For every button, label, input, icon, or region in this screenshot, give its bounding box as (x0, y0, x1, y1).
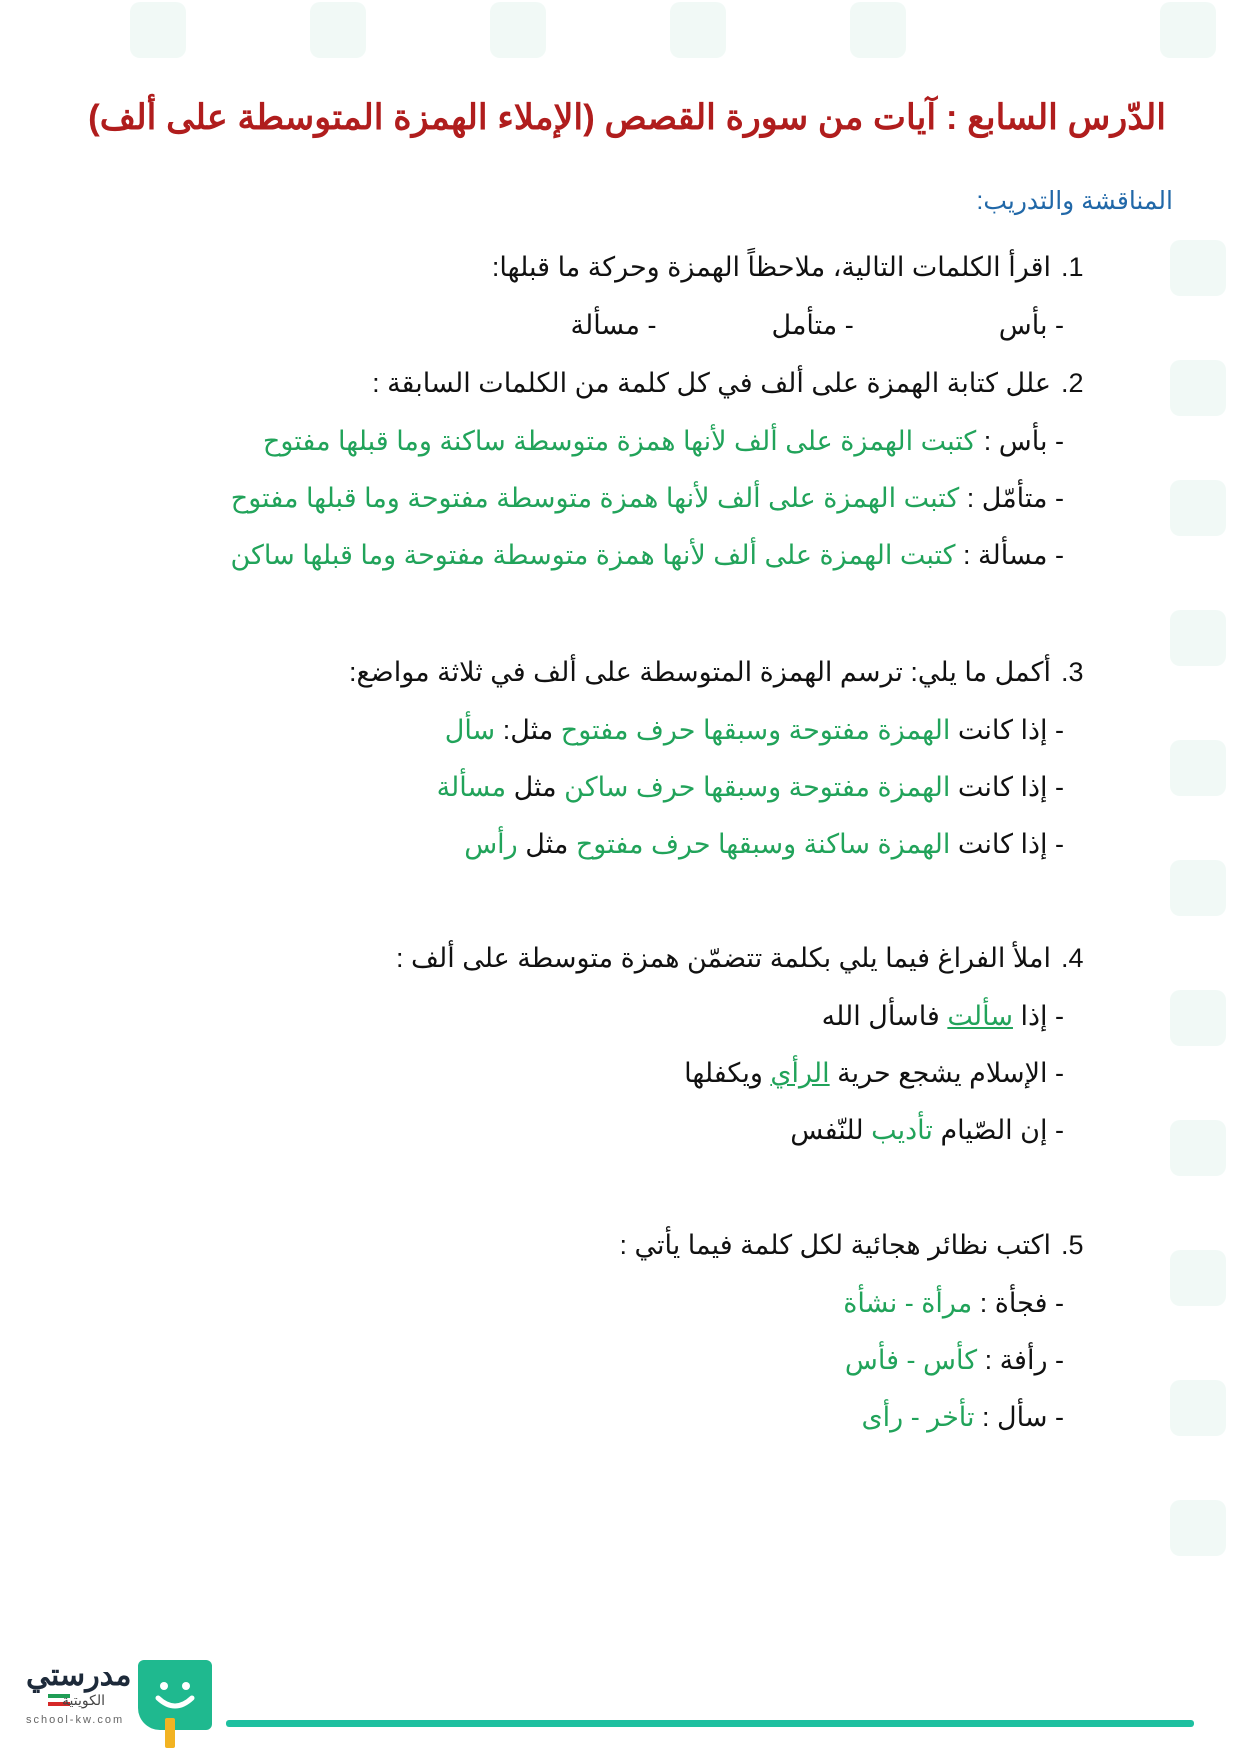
watermark-logo (1170, 610, 1226, 666)
q3-answer: الهمزة مفتوحة وسبقها حرف ساكن (564, 772, 951, 802)
watermark-logo (1170, 1250, 1226, 1306)
q3-mid: مثل: (502, 715, 554, 745)
watermark-logo (1170, 1120, 1226, 1176)
q3-example: مسألة (436, 772, 507, 802)
q5-answer: مرأة - نشأة (843, 1288, 973, 1318)
watermark-logo (1160, 2, 1216, 58)
q5-item (862, 1402, 1064, 1433)
watermark-logo (1170, 990, 1226, 1046)
footer-divider (226, 1720, 1194, 1727)
q1-word: - متأمل (771, 310, 854, 340)
watermark-logo (1170, 360, 1226, 416)
question-number: 2. (1061, 368, 1084, 398)
q1-word: - مسألة (570, 310, 657, 340)
q5-word: - رأفة : (984, 1345, 1064, 1375)
q4-after: فاسأل الله (821, 1001, 940, 1031)
question-3 (349, 657, 1101, 688)
q3-prefix: - إذا كانت (957, 829, 1064, 859)
q3-item (445, 715, 1064, 746)
q4-after: ويكفلها (684, 1058, 763, 1088)
question-text: اكتب نظائر هجائية لكل كلمة فيما يأتي : (619, 1230, 1051, 1260)
q2-answer: كتبت الهمزة على ألف لأنها همزة متوسطة مفتوحة وما قبلها ساكن (230, 540, 956, 570)
question-text: املأ الفراغ فيما يلي بكلمة تتضمّن همزة متوسطة على ألف : (396, 943, 1051, 973)
q5-answer: كأس - فأس (844, 1345, 978, 1375)
question-text: أكمل ما يلي: ترسم الهمزة المتوسطة على ألف في ثلاثة مواضع: (348, 657, 1051, 687)
q4-before: - الإسلام يشجع حرية (837, 1058, 1064, 1088)
watermark-logo (670, 2, 726, 58)
q3-item (464, 829, 1064, 860)
q3-mid: مثل (525, 829, 569, 859)
school-logo-url: school-kw.com (26, 1714, 125, 1726)
question-number: 1. (1061, 252, 1084, 282)
q3-answer: الهمزة ساكنة وسبقها حرف مفتوح (575, 829, 951, 859)
q4-after: للنّفس (790, 1115, 864, 1145)
question-number: 4. (1061, 943, 1084, 973)
q5-answer: تأخر - رأى (861, 1402, 975, 1432)
q3-item (437, 772, 1064, 803)
q3-prefix: - إذا كانت (957, 715, 1064, 745)
question-2 (372, 368, 1101, 399)
watermark-logo (850, 2, 906, 58)
question-number: 3. (1061, 657, 1084, 687)
q2-item (230, 540, 1064, 571)
q2-word: - متأمّل : (966, 483, 1064, 513)
school-logo-name: مدرستي (26, 1659, 132, 1692)
watermark-logo (310, 2, 366, 58)
q3-prefix: - إذا كانت (957, 772, 1064, 802)
q2-answer: كتبت الهمزة على ألف لأنها همزة متوسطة ساكنة وما قبلها مفتوح (262, 426, 977, 456)
question-text: اقرأ الكلمات التالية، ملاحظاً الهمزة وحركة ما قبلها: (491, 252, 1051, 282)
q1-words-row (571, 310, 1065, 341)
q3-example: رأس (464, 829, 518, 859)
q2-word: - مسألة : (963, 540, 1064, 570)
lesson-title: الدّرس السابع : آيات من سورة القصص (الإملاء الهمزة المتوسطة على ألف) (88, 98, 1166, 137)
q4-before: - إذا (1020, 1001, 1064, 1031)
watermark-logo (490, 2, 546, 58)
q1-word: - بأس (998, 310, 1064, 340)
watermark-logo (1170, 1380, 1226, 1436)
question-5 (620, 1230, 1101, 1261)
question-4 (396, 943, 1101, 974)
school-logo-stem-icon (165, 1718, 175, 1748)
q2-item (231, 483, 1064, 514)
school-logo-icon (138, 1660, 212, 1730)
question-1 (492, 252, 1101, 283)
q2-item (263, 426, 1064, 457)
question-number: 5. (1061, 1230, 1084, 1260)
school-logo-subtitle: الكويتية (62, 1692, 105, 1708)
watermark-logo (1170, 240, 1226, 296)
q4-answer: الرأي (770, 1058, 830, 1088)
q3-example: سأل (444, 715, 496, 745)
q4-before: - إن الصّيام (940, 1115, 1064, 1145)
q4-item (790, 1115, 1064, 1146)
q2-answer: كتبت الهمزة على ألف لأنها همزة متوسطة مفتوحة وما قبلها مفتوح (230, 483, 960, 513)
q4-item (684, 1058, 1064, 1089)
q3-answer: الهمزة مفتوحة وسبقها حرف مفتوح (560, 715, 951, 745)
watermark-logo (1170, 1500, 1226, 1556)
q4-answer: تأديب (871, 1115, 933, 1145)
q5-item (845, 1345, 1064, 1376)
q5-word: - فجأة : (979, 1288, 1064, 1318)
q5-word: - سأل : (982, 1402, 1064, 1432)
section-subtitle: المناقشة والتدريب: (976, 187, 1173, 215)
watermark-logo (1170, 740, 1226, 796)
q5-item (843, 1288, 1064, 1319)
q2-word: - بأس : (983, 426, 1064, 456)
question-text: علل كتابة الهمزة على ألف في كل كلمة من الكلمات السابقة : (372, 368, 1051, 398)
watermark-logo (1170, 860, 1226, 916)
q4-item (822, 1001, 1064, 1032)
q3-mid: مثل (513, 772, 557, 802)
watermark-logo (1170, 480, 1226, 536)
q4-answer: سألت (947, 1001, 1013, 1031)
watermark-logo (130, 2, 186, 58)
